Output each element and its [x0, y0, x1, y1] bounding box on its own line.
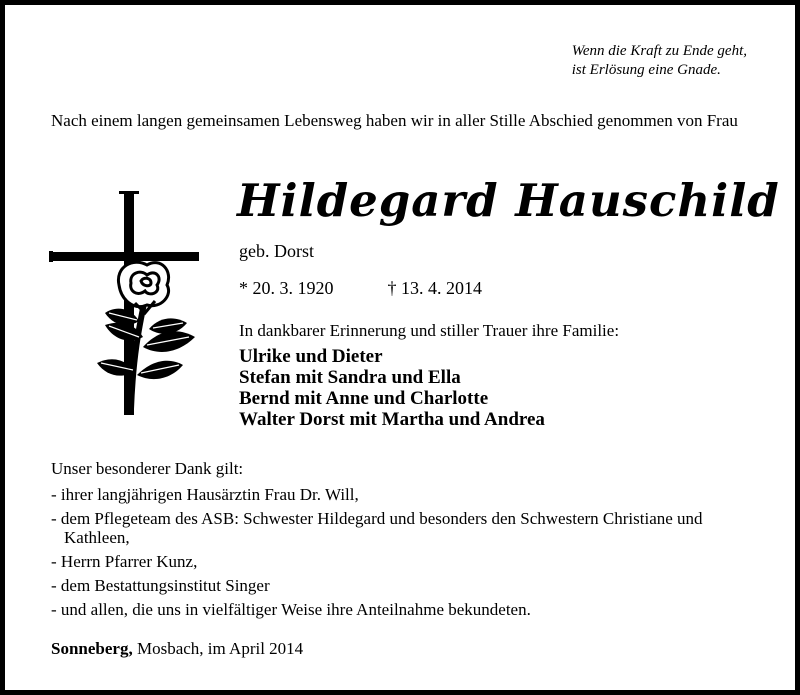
intro-text: Nach einem langen gemeinsamen Lebensweg haben wir in aller Stille Abschied genommen von Frau	[51, 111, 738, 130]
thanks-item: - dem Bestattungsinstitut Singer	[51, 576, 270, 595]
family-member: Bernd mit Anne und Charlotte	[239, 388, 489, 409]
life-dates	[239, 277, 482, 299]
family-intro: In dankbarer Erinnerung und stiller Trauer ihre Familie:	[239, 321, 620, 340]
birth-name: geb. Dorst	[239, 241, 314, 261]
death-date: † 13. 4. 2014	[387, 278, 482, 298]
thanks-item: - Herrn Pfarrer Kunz,	[51, 552, 198, 571]
motto-line-2: ist Erlösung eine Gnade.	[571, 62, 721, 78]
deceased-name: Hildegard Hauschild	[237, 174, 780, 227]
family-list	[239, 346, 545, 430]
motto-line-1: Wenn die Kraft zu Ende geht,	[571, 43, 747, 59]
family-member: Walter Dorst mit Martha und Andrea	[239, 409, 545, 430]
family-member: Ulrike und Dieter	[239, 346, 383, 367]
family-member: Stefan mit Sandra und Ella	[239, 367, 461, 388]
thanks-item: - dem Pflegeteam des ASB: Schwester Hildegard und besonders den Schwestern Christiane und Kathleen,	[51, 509, 703, 547]
thanks-item: - und allen, die uns in vielfältiger Weise ihre Anteilnahme bekundeten.	[51, 600, 531, 619]
cross-with-rose-icon	[49, 187, 199, 419]
birth-date: * 20. 3. 1920	[239, 278, 334, 298]
motto	[572, 42, 747, 80]
thanks-heading: Unser besonderer Dank gilt:	[51, 459, 244, 478]
thanks-item: - ihrer langjährigen Hausärztin Frau Dr. Will,	[51, 485, 359, 504]
thanks-list	[51, 485, 771, 624]
signature-line	[51, 638, 303, 659]
signature-rest: Mosbach, im April 2014	[132, 639, 304, 658]
signature-place: Sonneberg,	[51, 639, 133, 658]
